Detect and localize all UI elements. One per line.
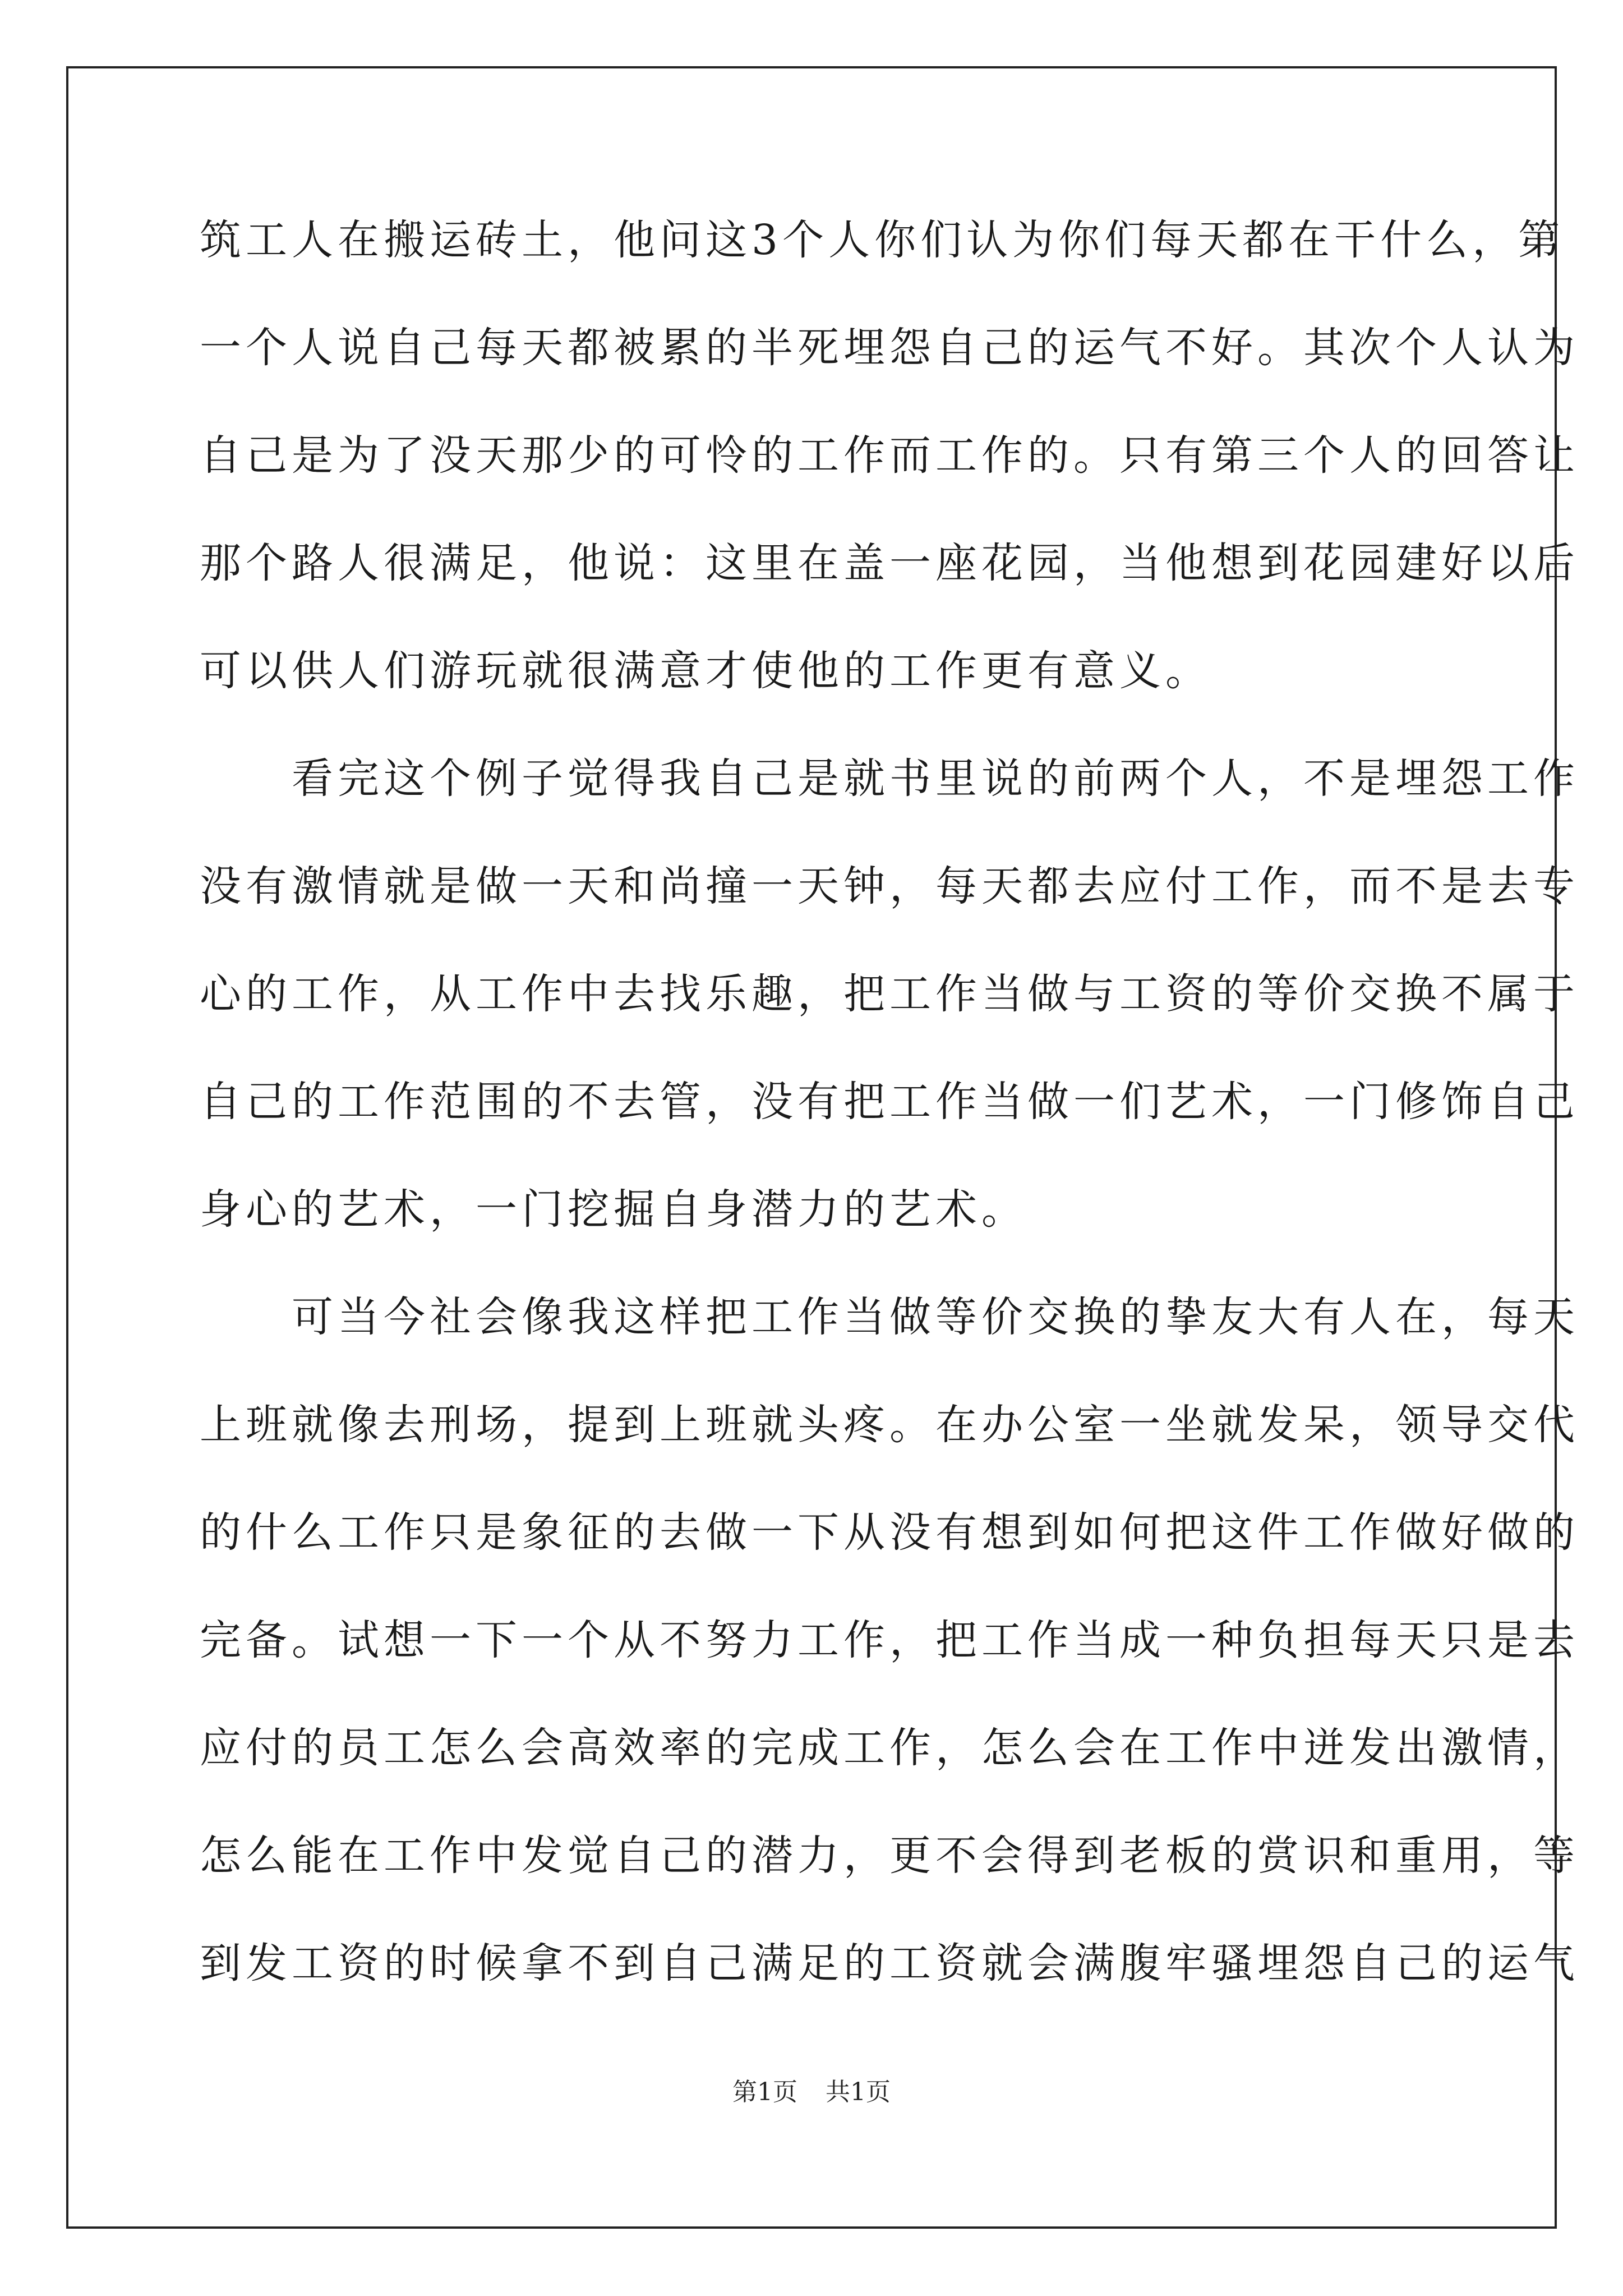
text-line: 自己是为了没天那少的可怜的工作而工作的。只有第三个人的回答让 xyxy=(200,431,1579,480)
text-line: 完备。试想一下一个从不努力工作，把工作当成一种负担每天只是去 xyxy=(200,1616,1579,1664)
text-line: 上班就像去刑场，提到上班就头疼。在办公室一坐就发呆，领导交代 xyxy=(200,1401,1579,1449)
page-number: 第1页 xyxy=(732,2078,797,2106)
text-line: 一个人说自己每天都被累的半死埋怨自己的运气不好。其次个人认为 xyxy=(200,324,1579,372)
text-line: 身心的艺术，一门挖掘自身潜力的艺术。 xyxy=(200,1185,1027,1234)
text-line: 那个路人很满足，他说：这里在盖一座花园，当他想到花园建好以后 xyxy=(200,539,1579,587)
text-line: 可以供人们游玩就很满意才使他的工作更有意义。 xyxy=(200,647,1211,695)
text-line: 没有激情就是做一天和尚撞一天钟，每天都去应付工作，而不是去专 xyxy=(200,862,1579,910)
text-line: 怎么能在工作中发觉自己的潜力，更不会得到老板的赏识和重用，等 xyxy=(200,1832,1579,1880)
page-footer xyxy=(0,2076,1623,2109)
text-line: 看完这个例子觉得我自己是就书里说的前两个人，不是埋怨工作 xyxy=(200,754,1579,803)
page-border xyxy=(66,66,1557,2229)
text-line: 的什么工作只是象征的去做一下从没有想到如何把这件工作做好做的 xyxy=(200,1508,1579,1557)
text-line: 到发工资的时候拿不到自己满足的工资就会满腹牢骚埋怨自己的运气 xyxy=(200,1939,1579,1987)
text-line: 自己的工作范围的不去管，没有把工作当做一们艺术，一门修饰自己 xyxy=(200,1078,1579,1126)
text-line: 应付的员工怎么会高效率的完成工作，怎么会在工作中迸发出激情， xyxy=(200,1724,1579,1772)
text-line: 心的工作，从工作中去找乐趣，把工作当做与工资的等价交换不属于 xyxy=(200,970,1579,1018)
page-total: 共1页 xyxy=(826,2078,891,2106)
text-line: 可当今社会像我这样把工作当做等价交换的挚友大有人在，每天 xyxy=(200,1293,1579,1341)
text-line: 筑工人在搬运砖土，他问这3个人你们认为你们每天都在干什么，第 xyxy=(200,216,1565,264)
